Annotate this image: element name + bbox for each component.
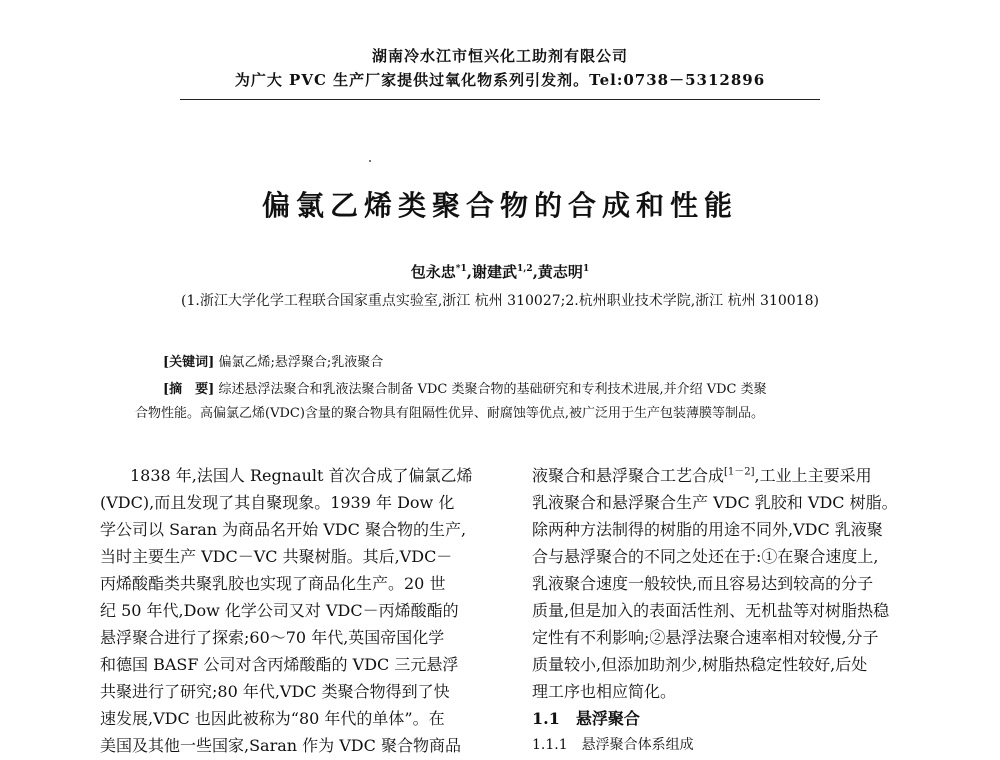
- section-heading: 1.1 悬浮聚合: [532, 709, 640, 728]
- author-name: 黄志明: [537, 263, 583, 281]
- author-name: 包永忠: [410, 263, 456, 281]
- body-text-line: 速发展,VDC 也因此被称为“80 年代的单体”。在: [100, 709, 445, 728]
- body-text-line: 1838 年,法国人 Regnault 首次合成了偏氯乙烯: [130, 466, 473, 485]
- body-text-line: 悬浮聚合进行了探索;60～70 年代,英国帝国化学: [100, 628, 445, 647]
- keywords-line: [163, 352, 883, 374]
- journal-header: [180, 44, 820, 92]
- article-title: 偏氯乙烯类聚合物的合成和性能: [261, 189, 738, 222]
- body-text-line: 除两种方法制得的树脂的用途不同外,VDC 乳液聚: [532, 520, 883, 539]
- citation-ref: [1－2]: [724, 466, 755, 478]
- body-text-line: 学公司以 Saran 为商品名开始 VDC 聚合物的生产,: [100, 520, 467, 539]
- body-text-line: 共聚进行了研究;80 年代,VDC 类聚合物得到了快: [100, 682, 450, 701]
- keywords-text: 偏氯乙烯;悬浮聚合;乳液聚合: [218, 355, 384, 370]
- body-text-line: [532, 462, 932, 489]
- affiliation-line: (1.浙江大学化学工程联合国家重点实验室,浙江 杭州 310027;2.杭州职业技术学院,浙江 杭州 310018): [181, 293, 819, 309]
- body-text-line: 丙烯酸酯类共聚乳胶也实现了商品化生产。20 世: [100, 574, 446, 593]
- body-text-line: 乳液聚合和悬浮聚合生产 VDC 乳胶和 VDC 树脂。: [532, 493, 898, 512]
- body-text-line: 美国及其他一些国家,Saran 作为 VDC 聚合物商品: [100, 736, 461, 755]
- keywords-label: [关键词]: [163, 355, 215, 370]
- body-text-line: 定性有不利影响;②悬浮法聚合速率相对较慢,分子: [532, 628, 879, 647]
- body-text-line: 合与悬浮聚合的不同之处还在于:①在聚合速度上,: [532, 547, 879, 566]
- body-text-line: 和德国 BASF 公司对含丙烯酸酯的 VDC 三元悬浮: [100, 655, 459, 674]
- abstract-label: [摘 要]: [163, 382, 215, 397]
- header-company: 湖南冷水江市恒兴化工助剂有限公司: [371, 47, 628, 65]
- abstract-line: [135, 378, 905, 402]
- abstract-line: 合物性能。高偏氯乙烯(VDC)含量的聚合物具有阻隔性优异、耐腐蚀等优点,被广泛用于生产包装薄膜等制品。: [135, 406, 765, 421]
- abstract-block: [135, 378, 905, 426]
- body-text-line: 质量较小,但添加助剂少,树脂热稳定性较好,后处: [532, 655, 868, 674]
- body-text-segment: 液聚合和悬浮聚合工艺合成: [532, 466, 725, 485]
- body-column-right: [532, 462, 932, 759]
- body-text-line: (VDC),而且发现了其自聚现象。1939 年 Dow 化: [100, 493, 455, 512]
- subsection-heading: 1.1.1 悬浮聚合体系组成: [532, 737, 694, 753]
- body-column-left: [100, 462, 500, 759]
- body-text-line: 纪 50 年代,Dow 化学公司又对 VDC－丙烯酸酯的: [100, 601, 459, 620]
- author-affil-sup: 1,2: [517, 264, 533, 274]
- body-text-line: 当时主要生产 VDC－VC 共聚树脂。其后,VDC－: [100, 547, 453, 566]
- body-text-line: 乳液聚合速度一般较快,而且容易达到较高的分子: [532, 574, 874, 593]
- author-affil-sup: 1: [582, 264, 590, 274]
- author-line: 包永忠$^{*1}$,谢建武$^{1,2}$,黄志明$^1$: [410, 263, 590, 281]
- header-rule: [180, 99, 820, 100]
- body-text-segment: ,工业上主要采用: [754, 466, 872, 485]
- stray-dot: [369, 160, 371, 162]
- header-ad: 为广大 PVC 生产厂家提供过氧化物系列引发剂。Tel:0738－5312896: [234, 71, 766, 89]
- body-text-line: 理工序也相应简化。: [532, 682, 677, 701]
- abstract-text: 综述悬浮法聚合和乳液法聚合制备 VDC 类聚合物的基础研究和专利技术进展,并介绍 VDC 类聚: [218, 382, 767, 397]
- author-affil-sup: *1: [455, 264, 467, 274]
- author-name: 谢建武: [472, 263, 518, 281]
- body-text-line: 质量,但是加入的表面活性剂、无机盐等对树脂热稳: [532, 601, 890, 620]
